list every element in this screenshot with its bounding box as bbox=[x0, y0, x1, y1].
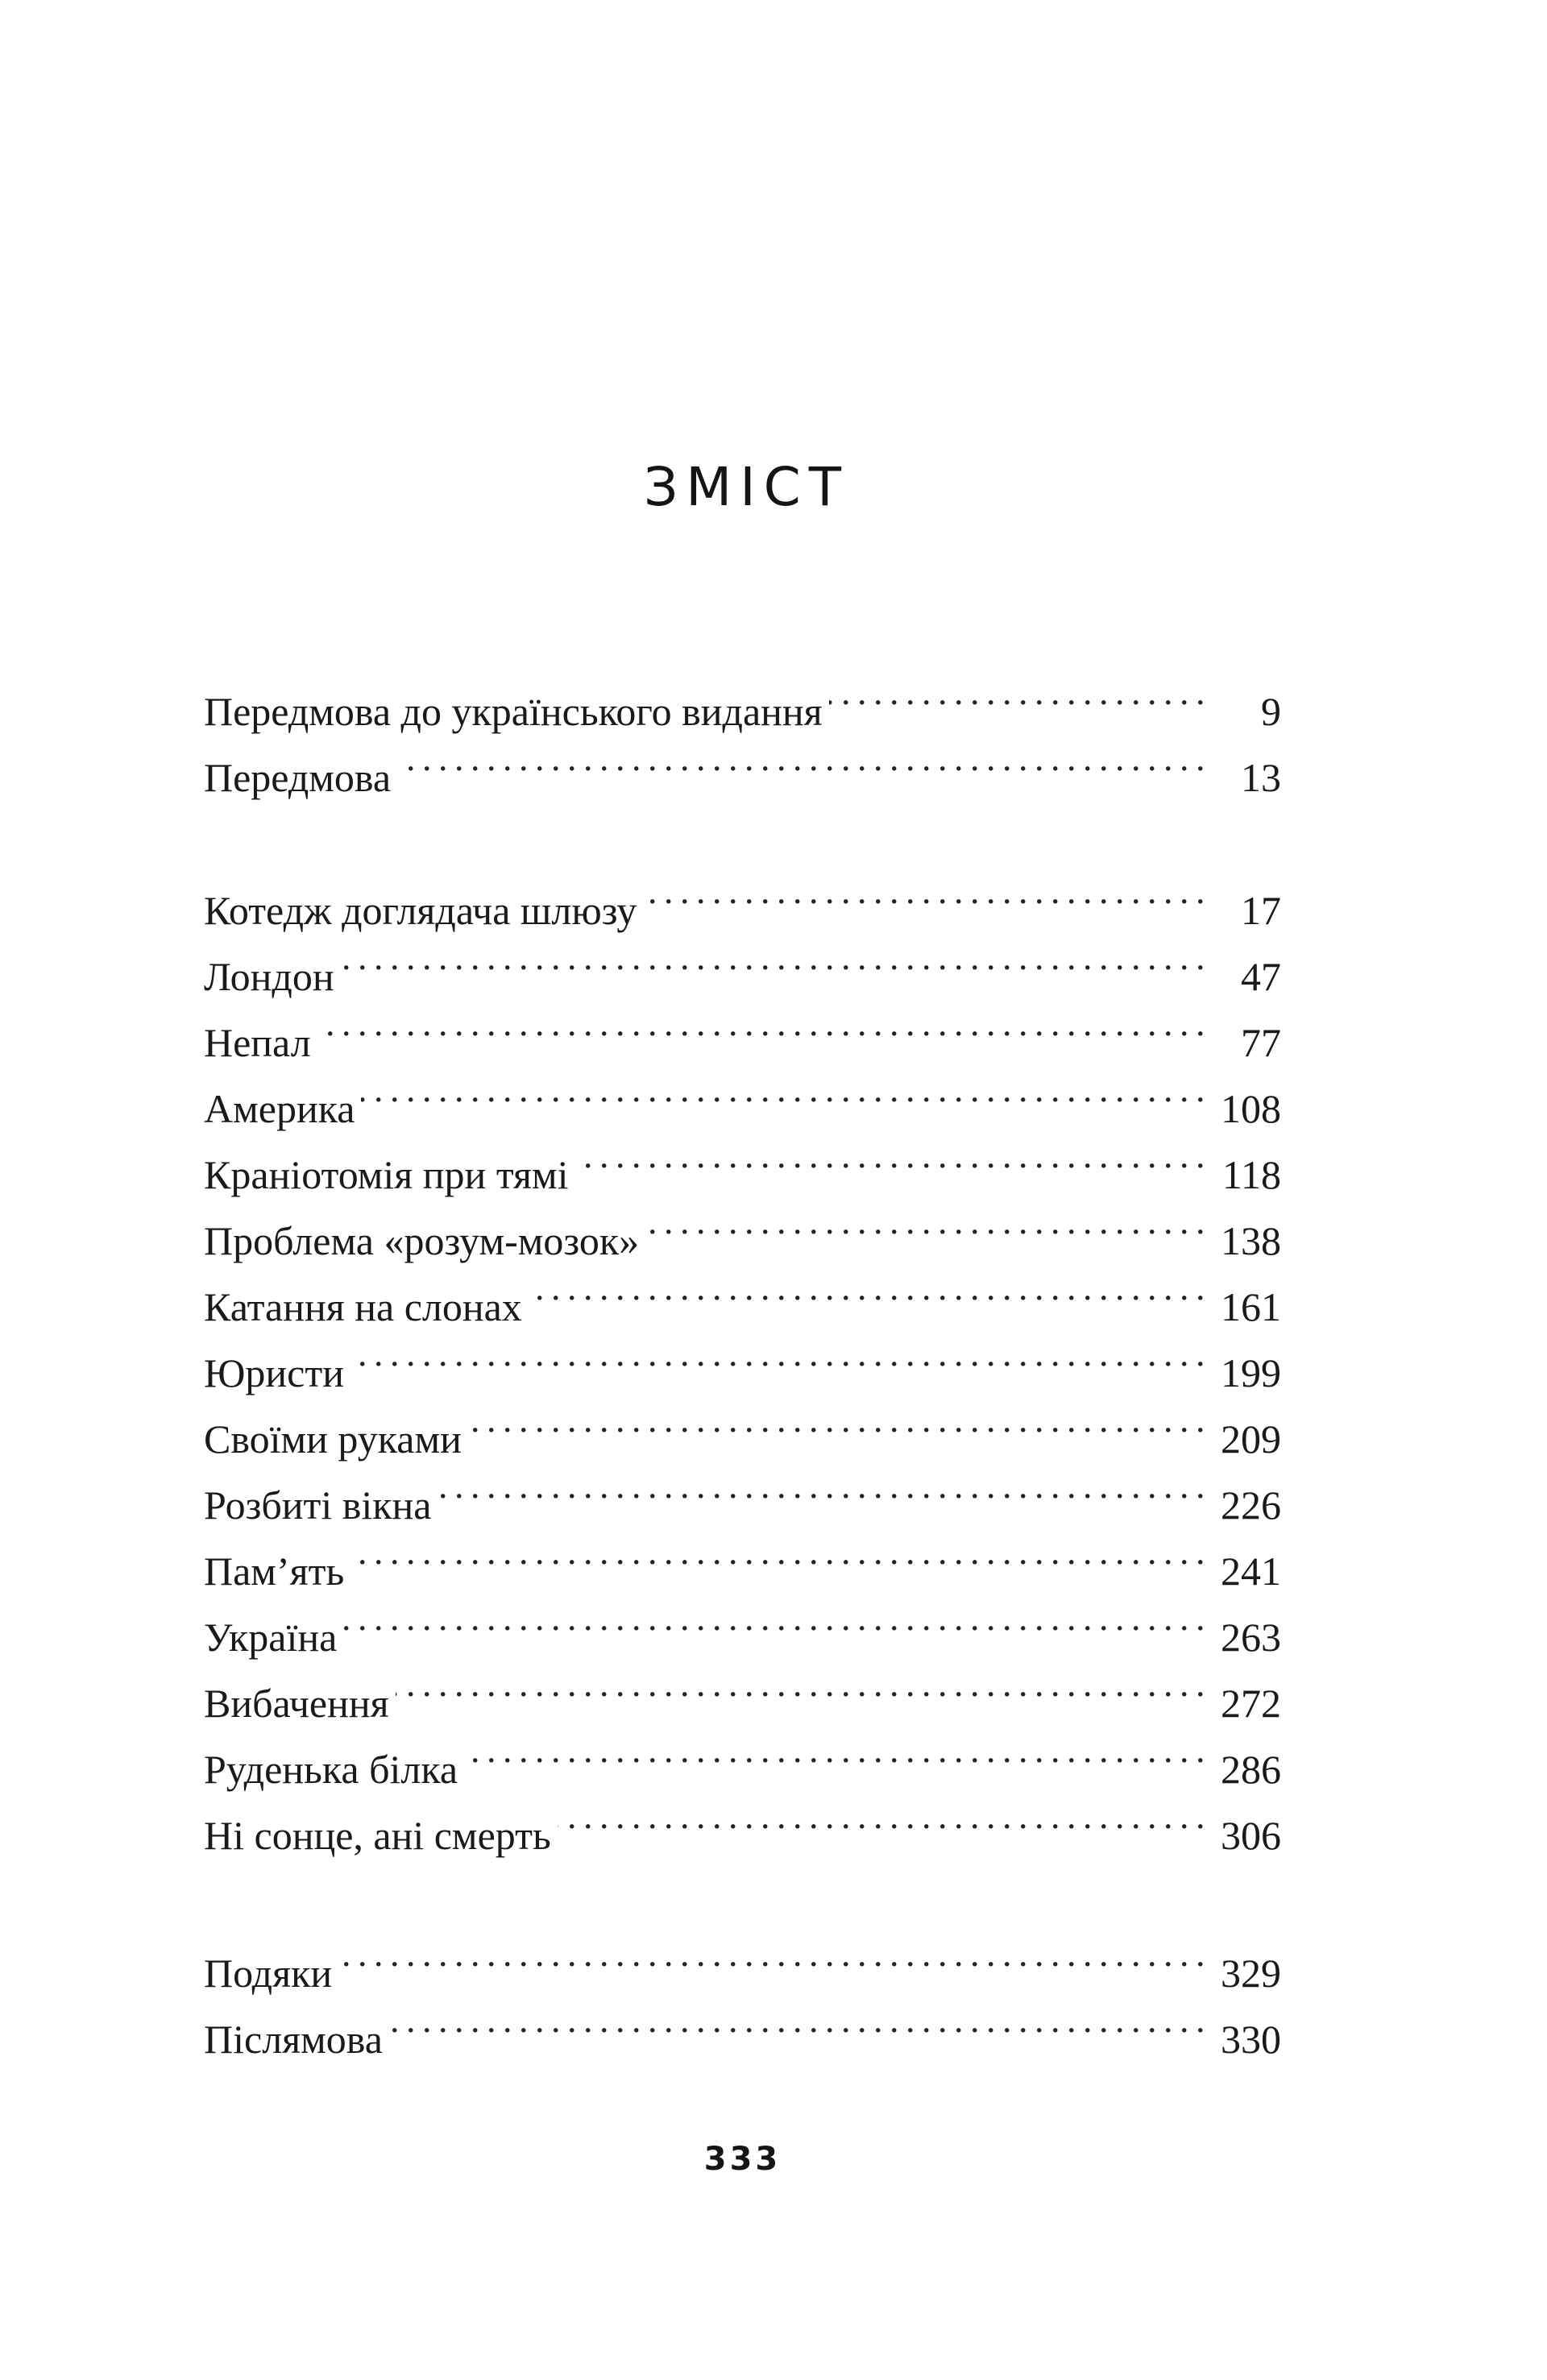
dot-leader bbox=[396, 1651, 1204, 1717]
toc-entry-page: 272 bbox=[1204, 1670, 1281, 1736]
toc-entry-title: Америка bbox=[204, 1076, 361, 1142]
page-title: ЗМІСТ bbox=[643, 456, 850, 518]
toc-entry-page: 47 bbox=[1204, 943, 1281, 1010]
dot-leader bbox=[464, 1717, 1204, 1783]
page-number: 333 bbox=[703, 2141, 782, 2178]
toc-entry[interactable] bbox=[204, 1387, 1281, 1462]
toc-entry-title: Непал bbox=[204, 1010, 317, 1076]
toc-entry-page: 330 bbox=[1204, 2006, 1281, 2072]
toc-entry-page: 118 bbox=[1204, 1142, 1281, 1208]
toc-entry-title: Руденька білка bbox=[204, 1736, 464, 1802]
dot-leader bbox=[575, 1122, 1204, 1188]
toc-entry-title: Передмова до українського видання bbox=[204, 678, 829, 744]
toc-entry[interactable] bbox=[204, 1651, 1281, 1726]
toc-entry[interactable] bbox=[204, 1585, 1281, 1660]
dot-leader bbox=[389, 1987, 1204, 2053]
toc-entry-title: Лондон bbox=[204, 943, 341, 1010]
toc-entry-title: Україна bbox=[204, 1604, 343, 1670]
dot-leader bbox=[468, 1387, 1204, 1453]
toc-entry-page: 286 bbox=[1204, 1736, 1281, 1802]
dot-leader bbox=[361, 1056, 1204, 1122]
dot-leader bbox=[558, 1783, 1204, 1849]
toc-entry-title: Краніотомія при тямі bbox=[204, 1142, 575, 1208]
toc-entry-title: Котедж доглядача шлюзу bbox=[204, 877, 643, 943]
toc-entry[interactable] bbox=[204, 1921, 1281, 1996]
toc-entry-page: 138 bbox=[1204, 1208, 1281, 1274]
toc-entry-title: Розбиті вікна bbox=[204, 1472, 438, 1538]
toc-entry-title: Проблема «розум-мозок» bbox=[204, 1208, 645, 1274]
toc-entry[interactable] bbox=[204, 990, 1281, 1065]
dot-leader bbox=[317, 990, 1204, 1056]
toc-entry-title: Ні сонце, ані смерть bbox=[204, 1802, 558, 1868]
dot-leader bbox=[643, 858, 1204, 924]
toc-entry-title: Передмова bbox=[204, 744, 397, 811]
dot-leader bbox=[645, 1188, 1204, 1254]
toc-entry[interactable] bbox=[204, 1987, 1281, 2062]
toc-entry-page: 329 bbox=[1204, 1940, 1281, 2006]
toc-entry-page: 161 bbox=[1204, 1274, 1281, 1340]
toc-entry[interactable] bbox=[204, 1122, 1281, 1197]
toc-entry-page: 241 bbox=[1204, 1538, 1281, 1604]
dot-leader bbox=[438, 1453, 1205, 1519]
dot-leader bbox=[829, 659, 1204, 725]
toc-entry[interactable] bbox=[204, 1056, 1281, 1131]
toc-entry-page: 199 bbox=[1204, 1340, 1281, 1406]
toc-entry-page: 209 bbox=[1204, 1406, 1281, 1472]
toc-entry-title: Своїми руками bbox=[204, 1406, 468, 1472]
toc-entry-page: 306 bbox=[1204, 1802, 1281, 1868]
toc-entry-page: 226 bbox=[1204, 1472, 1281, 1538]
toc-entry-page: 263 bbox=[1204, 1604, 1281, 1670]
dot-leader bbox=[343, 1585, 1204, 1651]
toc-entry-title: Юристи bbox=[204, 1340, 350, 1406]
toc-entry-page: 9 bbox=[1204, 678, 1281, 744]
dot-leader bbox=[338, 1921, 1204, 1987]
toc-entry-title: Катання на слонах bbox=[204, 1274, 529, 1340]
toc-entry-title: Пам’ять bbox=[204, 1538, 350, 1604]
toc-entry-page: 77 bbox=[1204, 1010, 1281, 1076]
toc-entry[interactable] bbox=[204, 858, 1281, 933]
toc-entry[interactable] bbox=[204, 659, 1281, 734]
toc-entry-page: 17 bbox=[1204, 877, 1281, 943]
toc-entry-title: Подяки bbox=[204, 1940, 338, 2006]
toc-entry-page: 108 bbox=[1204, 1076, 1281, 1142]
toc-entry-page: 13 bbox=[1204, 744, 1281, 811]
toc-entry-title: Вибачення bbox=[204, 1670, 396, 1736]
dot-leader bbox=[350, 1519, 1204, 1585]
toc-entry-title: Післямова bbox=[204, 2006, 389, 2072]
